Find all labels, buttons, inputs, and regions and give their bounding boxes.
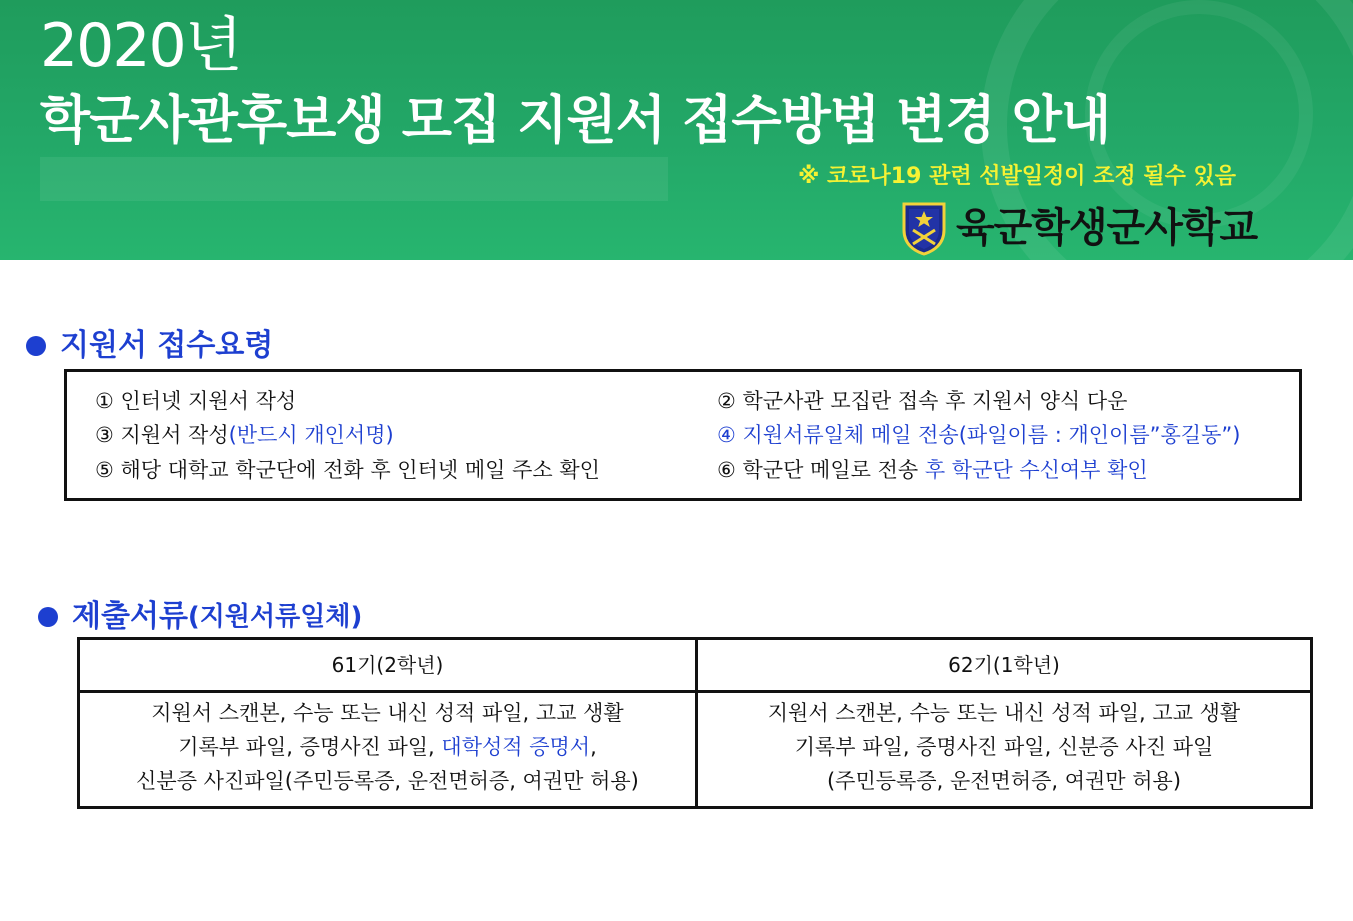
- section-title-text: 제출서류: [72, 599, 188, 634]
- step-2-text: ② 학군사관 모집란 접속 후 지원서 양식 다운: [717, 389, 1128, 413]
- school-emblem-icon: [898, 200, 950, 256]
- documents-table: [77, 637, 1313, 809]
- step-1-text: ① 인터넷 지원서 작성: [95, 389, 297, 413]
- table-cell-62: [698, 696, 1310, 798]
- cell-text: 기록부 파일, 증명사진 파일,: [178, 735, 442, 759]
- table-header-62: 62기(1학년): [948, 653, 1060, 677]
- step-4-text: ④ 지원서류일체 메일 전송(파일이름 : 개인이름”홍길동”): [717, 423, 1241, 447]
- step-5-text: ⑤ 해당 대학교 학군단에 전화 후 인터넷 메일 주소 확인: [95, 458, 600, 482]
- cell-highlight: 대학성적 증명서: [441, 735, 591, 759]
- emblem-watermark-inner: [1085, 0, 1313, 228]
- school-name: 육군학생군사학교: [956, 205, 1258, 251]
- step-6: [717, 455, 1148, 485]
- cell-line: (주민등록증, 운전면허증, 여권만 허용): [826, 769, 1182, 793]
- step-3-highlight: (반드시 개인서명): [228, 423, 394, 447]
- table-header-61: 61기(2학년): [331, 653, 444, 677]
- cell-line: 신분증 사진파일(주민등록증, 운전면허증, 여권만 허용): [136, 769, 639, 793]
- step-6-text: ⑥ 학군단 메일로 전송: [717, 458, 925, 482]
- table-cell-61: [80, 696, 695, 798]
- step-4: [717, 420, 1240, 450]
- section-documents-title: [38, 595, 362, 639]
- step-3-text: ③ 지원서 작성: [95, 423, 229, 447]
- step-6-highlight: 후 학군단 수신여부 확인: [924, 458, 1148, 482]
- section-application-procedure-title: [26, 324, 273, 368]
- section-subtitle-text: (지원서류일체): [187, 602, 363, 632]
- cell-line: [80, 730, 695, 764]
- banner-title: 학군사관후보생 모집 지원서 접수방법 변경 안내: [40, 91, 1111, 151]
- step-1: [95, 386, 296, 416]
- banner-band: [40, 157, 668, 201]
- covid-notice: ※ 코로나19 관련 선발일정이 조정 될수 있음: [798, 164, 1236, 189]
- cell-line: 지원서 스캔본, 수능 또는 내신 성적 파일, 고교 생활: [767, 701, 1241, 725]
- section-title-text: 지원서 접수요령: [60, 328, 274, 363]
- school-brand: [898, 198, 1257, 258]
- bullet-icon: [26, 336, 46, 356]
- cell-line: 지원서 스캔본, 수능 또는 내신 성적 파일, 고교 생활: [151, 701, 624, 725]
- step-5: [95, 455, 600, 485]
- cell-text: ,: [590, 735, 597, 759]
- step-2: [717, 386, 1127, 416]
- table-divider-horizontal: [80, 690, 1310, 693]
- cell-line: 기록부 파일, 증명사진 파일, 신분증 사진 파일: [794, 735, 1214, 759]
- header-banner: [0, 0, 1353, 260]
- application-steps-box: [64, 369, 1302, 501]
- bullet-icon: [38, 607, 58, 627]
- banner-year: 2020년: [40, 11, 241, 81]
- step-3: [95, 420, 394, 450]
